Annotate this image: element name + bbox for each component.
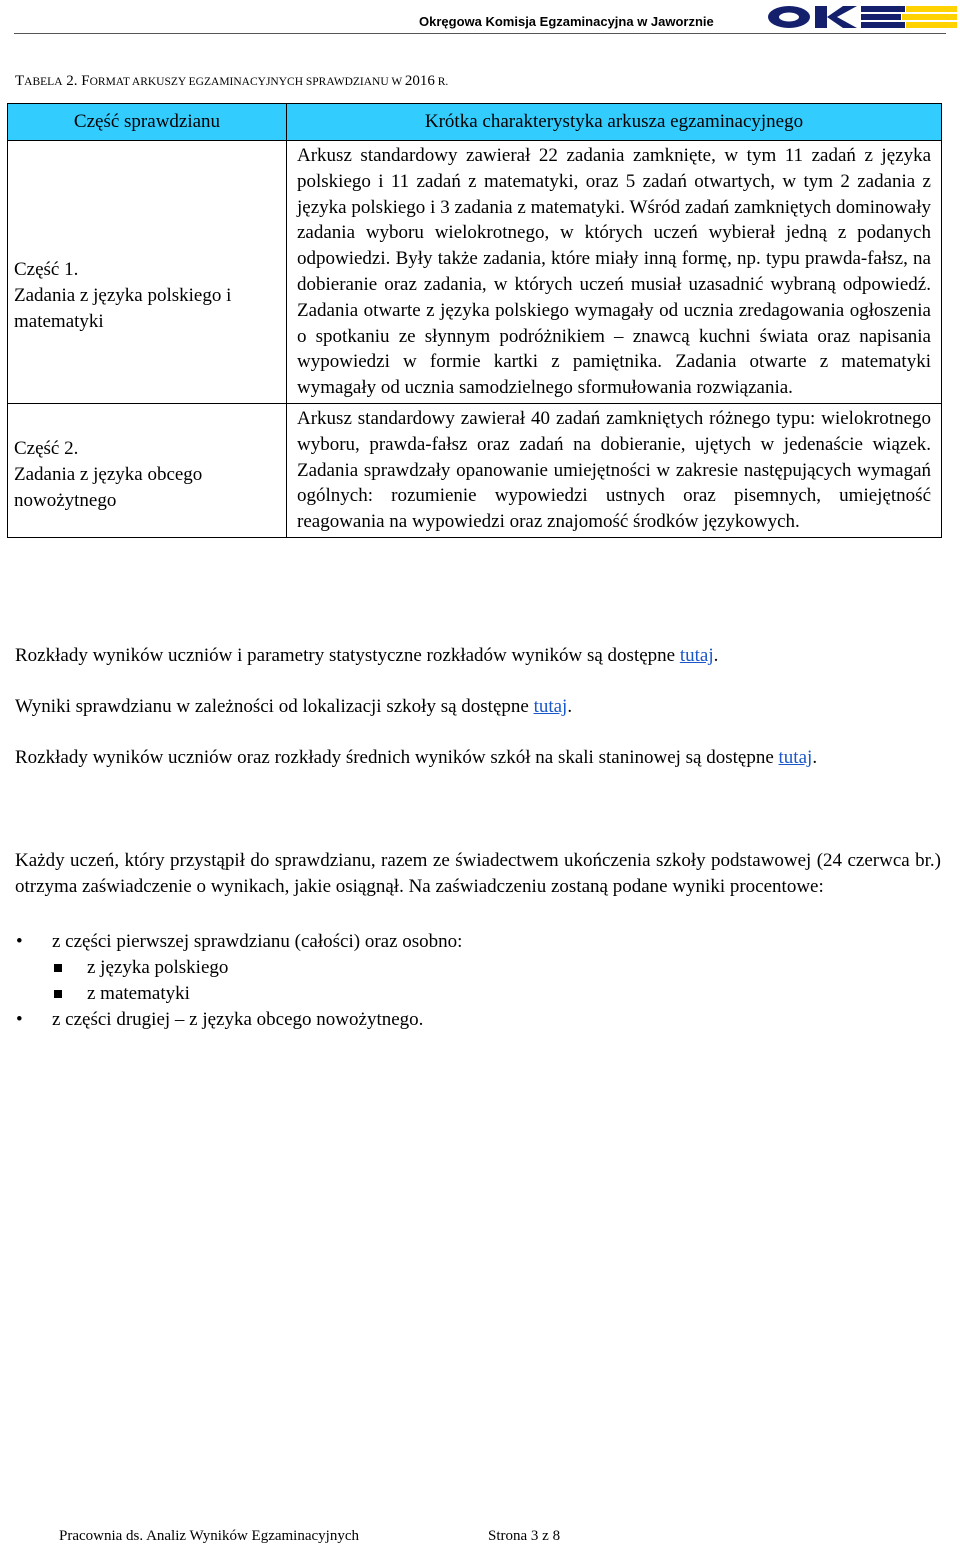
caption-part: ORMAT ARKUSZY EGZAMINACYJNYCH SPRAWDZIANU W <box>89 76 405 88</box>
link-tutaj-2[interactable]: tutaj <box>533 696 568 717</box>
list-item-text: z części pierwszej sprawdzianu (całości) oraz osobno: <box>52 931 463 952</box>
paragraph-text: Rozkłady wyników uczniów oraz rozkłady średnich wyników szkół na skali staninowej są dostępne <box>15 747 779 768</box>
part1-subtitle: Zadania z języka polskiego i matematyki <box>14 285 232 332</box>
list-item-text: z części drugiej – z języka obcego nowożytnego. <box>52 1009 424 1030</box>
period: . <box>713 645 719 666</box>
part2-description: Arkusz standardowy zawierał 40 zadań zamkniętych różnego typu: wielokrotnego wyboru, prawda-fałsz oraz zadań na dobieranie, ujętych w jedenaście wiązek. Zadania sprawdzały opanowanie umiejętności w zakresie następujących wymagań ogólnych: rozumienie wypowiedzi ustnych oraz pisemnych, umiejętność reagowania na wypowiedzi oraz znajomość środków językowych. <box>287 403 942 537</box>
table-caption <box>15 73 448 90</box>
caption-part: ABELA <box>24 76 63 88</box>
caption-part: 2. F <box>62 73 90 89</box>
page-header <box>0 0 960 36</box>
part2-title: Część 2. <box>14 437 79 459</box>
header-title: Okręgowa Komisja Egzaminacyjna w Jaworznie <box>419 14 714 29</box>
period: . <box>812 747 818 768</box>
caption-part: R. <box>434 76 449 88</box>
sub-list <box>52 955 462 1007</box>
table-row-part1 <box>8 141 942 404</box>
paragraph-text: Rozkłady wyników uczniów i parametry statystyczne rozkładów wyników są dostępne <box>15 645 680 666</box>
paragraph-distributions <box>15 643 941 669</box>
list-item <box>15 929 462 1007</box>
link-tutaj-1[interactable]: tutaj <box>679 645 714 666</box>
header-cell-description: Krótka charakterystyka arkusza egzaminacyjnego <box>287 104 942 141</box>
table-row-part2 <box>8 403 942 537</box>
link-tutaj-3[interactable]: tutaj <box>778 747 813 768</box>
header-cell-part: Część sprawdzianu <box>8 104 287 141</box>
sub-list-item <box>52 981 462 1007</box>
caption-part: T <box>15 73 25 89</box>
bullet-icon: • <box>16 1009 23 1030</box>
square-bullet-icon <box>54 990 62 998</box>
sub-list-item-text: z języka polskiego <box>87 957 229 978</box>
part1-title: Część 1. <box>14 259 79 280</box>
part2-cell <box>8 403 287 537</box>
paragraph-certificate: Każdy uczeń, który przystąpił do sprawdzianu, razem ze świadectwem ukończenia szkoły podstawowej (24 czerwca br.) otrzyma zaświadczenie o wynikach, jakie osiągnął. Na zaświadczeniu zostaną podane wyniki procentowe: <box>15 850 941 897</box>
bullet-icon: • <box>16 931 23 952</box>
footer-left: Pracownia ds. Analiz Wyników Egzaminacyjnych <box>59 1528 359 1544</box>
part1-description: Arkusz standardowy zawierał 22 zadania zamknięte, w tym 11 zadań z języka polskiego i 11 zadań z matematyki, oraz 5 zadań otwartych, w tym 2 zadania z języka polskiego i 3 zadania z matematyki. Wśród zadań zamkniętych dominowały zadania wyboru wielokrotnego, w których uczeń wybierał jedną z podanych odpowiedzi. Były także zadania, które miały inną formę, np. typu prawda-fałsz, na dobieranie oraz zadania, w których uczeń musiał uzasadnić wybraną odpowiedź. Zadania otwarte z języka polskiego wymagały od ucznia zredagowania ogłoszenia o spotkaniu ze słynnym podróżnikiem – znawcą kuchni świata oraz napisania wypowiedzi w formie kartki z pamiętnika. Zadania otwarte z matematyki wymagały od ucznia samodzielnego sformułowania rozwiązania. <box>287 141 942 404</box>
table-header-row <box>8 104 942 141</box>
paragraph-location <box>15 694 941 720</box>
footer-page-number: Strona 3 z 8 <box>488 1528 561 1544</box>
part2-subtitle: Zadania z języka obcego nowożytnego <box>14 463 203 511</box>
caption-part: 2016 <box>404 73 435 89</box>
sub-list-item-text: z matematyki <box>87 983 190 1004</box>
square-bullet-icon <box>54 964 62 972</box>
part1-cell <box>8 141 287 404</box>
header-divider <box>14 33 946 34</box>
sub-list-item <box>52 955 462 981</box>
paragraph-text: Wyniki sprawdzianu w zależności od lokalizacji szkoły są dostępne <box>15 696 534 717</box>
results-list <box>15 929 462 1033</box>
list-item <box>15 1007 462 1033</box>
paragraph-stanine <box>15 745 941 771</box>
exam-format-table <box>7 103 942 538</box>
oke-logo <box>765 3 957 31</box>
period: . <box>567 696 573 717</box>
